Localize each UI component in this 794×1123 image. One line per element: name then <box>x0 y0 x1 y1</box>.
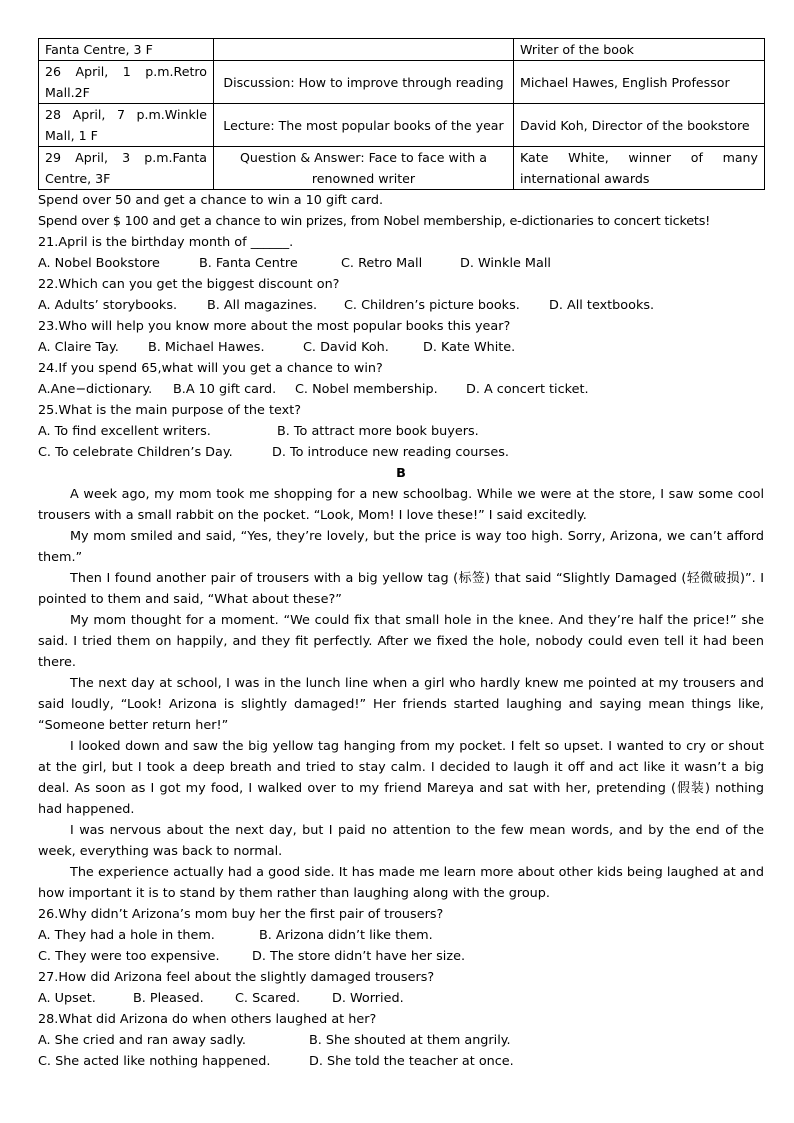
passage-paragraph: I was nervous about the next day, but I paid no attention to the few mean words, and by the end of the week, everything was back to normal. <box>38 823 764 859</box>
exam-page <box>38 38 764 1072</box>
option-b: B. She shouted at them angrily. <box>309 1033 511 1048</box>
options-row <box>38 1030 764 1051</box>
options-row <box>38 925 764 946</box>
option-a: A. To find excellent writers. <box>38 424 211 439</box>
option-a: A. Claire Tay. <box>38 340 119 355</box>
passage-paragraph: The next day at school, I was in the lunch line when a girl who hardly knew me pointed at my trousers and said loudly, “Look! Arizona is slightly damaged!” Her friends started laughing and saying mean things like, “Someone better return her!” <box>38 676 764 733</box>
option-b: B. Arizona didn’t like them. <box>259 928 433 943</box>
question-27 <box>38 967 764 1009</box>
question-stem: 28.What did Arizona do when others laughed at her? <box>38 1012 377 1027</box>
option-c: C. Retro Mall <box>341 256 423 271</box>
passage-paragraph: My mom thought for a moment. “We could fix that small hole in the knee. And they’re half the price!” she said. I tried them on happily, and they fit perfectly. After we fixed the hole, nobody could even tell it had been there. <box>38 613 764 670</box>
time-place-cell: 26 April, 1 p.m.Retro Mall.2F <box>39 61 214 104</box>
question-24 <box>38 358 764 400</box>
passage-paragraph: Then I found another pair of trousers with a big yellow tag (标签) that said “Slightly Damaged (轻微破损)”. I pointed to them and said, “What about these?” <box>38 571 764 607</box>
event-cell <box>214 39 514 61</box>
speaker-cell: Writer of the book <box>514 39 765 61</box>
option-c: C. Children’s picture books. <box>344 298 520 313</box>
question-22 <box>38 274 764 316</box>
passage-paragraph: The experience actually had a good side. It has made me learn more about other kids being laughed at and how important it is to stand by them rather than laughing along with the group. <box>38 865 764 901</box>
speaker-cell: Michael Hawes, English Professor <box>514 61 765 104</box>
time-place-cell: 29 April, 3 p.m.Fanta Centre, 3F <box>39 147 214 190</box>
option-b: B. To attract more book buyers. <box>277 424 479 439</box>
option-c: C. David Koh. <box>303 340 389 355</box>
reading-passage <box>38 484 764 904</box>
question-28 <box>38 1009 764 1072</box>
option-c: C. They were too expensive. <box>38 949 220 964</box>
events-table <box>38 38 765 190</box>
options-row <box>38 442 764 463</box>
question-23 <box>38 316 764 358</box>
option-d: D. Winkle Mall <box>460 256 551 271</box>
question-26 <box>38 904 764 967</box>
passage-paragraph: A week ago, my mom took me shopping for a new schoolbag. While we were at the store, I saw some cool trousers with a small rabbit on the pocket. “Look, Mom! I love these!” I said excitedly. <box>38 487 764 523</box>
event-cell: Discussion: How to improve through reading <box>214 61 514 104</box>
option-d: D. To introduce new reading courses. <box>272 445 509 460</box>
options-row <box>38 1051 764 1072</box>
option-b: B. Michael Hawes. <box>148 340 265 355</box>
table-row <box>39 104 765 147</box>
question-stem: 27.How did Arizona feel about the slightly damaged trousers? <box>38 970 435 985</box>
speaker-cell: David Koh, Director of the bookstore <box>514 104 765 147</box>
time-place-cell: Fanta Centre, 3 F <box>39 39 214 61</box>
option-b: B. Fanta Centre <box>199 256 298 271</box>
question-stem: 24.If you spend 65,what will you get a chance to win? <box>38 361 383 376</box>
options-row <box>38 337 764 358</box>
option-c: C. Nobel membership. <box>295 382 438 397</box>
option-b: B. All magazines. <box>207 298 318 313</box>
option-d: D. Kate White. <box>423 340 516 355</box>
option-a: A. She cried and ran away sadly. <box>38 1033 246 1048</box>
options-row <box>38 379 764 400</box>
event-cell: Lecture: The most popular books of the year <box>214 104 514 147</box>
speaker-cell: Kate White, winner of many international awards <box>514 147 765 190</box>
passage-paragraph: I looked down and saw the big yellow tag hanging from my pocket. I felt so upset. I wanted to cry or shout at the girl, but I took a deep breath and tried to stay calm. I decided to laugh it off and act like it wasn’t a big deal. As soon as I got my food, I walked over to my friend Mareya and sat with her, pretending (假装) nothing had happened. <box>38 739 764 817</box>
option-b: B. Pleased. <box>133 991 204 1006</box>
question-25 <box>38 400 764 463</box>
option-d: D. The store didn’t have her size. <box>252 949 466 964</box>
option-d: D. All textbooks. <box>549 298 655 313</box>
options-row <box>38 253 764 274</box>
option-a: A. Nobel Bookstore <box>38 256 160 271</box>
time-place-cell: 28 April, 7 p.m.Winkle Mall, 1 F <box>39 104 214 147</box>
table-row <box>39 61 765 104</box>
question-stem: 22.Which can you get the biggest discount on? <box>38 277 340 292</box>
passage-paragraph: My mom smiled and said, “Yes, they’re lovely, but the price is way too high. Sorry, Arizona, we can’t afford them.” <box>38 529 764 565</box>
options-row <box>38 988 764 1009</box>
option-d: D. She told the teacher at once. <box>309 1054 514 1069</box>
option-b: B.A 10 gift card. <box>173 382 277 397</box>
table-row <box>39 39 765 61</box>
options-row <box>38 421 764 442</box>
question-21 <box>38 232 764 274</box>
offer-line: Spend over $ 100 and get a chance to win prizes, from Nobel membership, e-dictionaries to concert tickets! <box>38 214 711 229</box>
table-row <box>39 147 765 190</box>
option-a: A.Ane−dictionary. <box>38 382 153 397</box>
option-a: A. Upset. <box>38 991 96 1006</box>
options-row <box>38 946 764 967</box>
option-d: D. A concert ticket. <box>466 382 589 397</box>
option-c: C. Scared. <box>235 991 301 1006</box>
section-heading: B <box>396 466 406 481</box>
option-a: A. Adults’ storybooks. <box>38 298 178 313</box>
options-row <box>38 295 764 316</box>
event-cell: Question & Answer: Face to face with a renowned writer <box>214 147 514 190</box>
question-stem: 21.April is the birthday month of ______. <box>38 235 294 250</box>
option-a: A. They had a hole in them. <box>38 928 215 943</box>
question-stem: 26.Why didn’t Arizona’s mom buy her the first pair of trousers? <box>38 907 444 922</box>
option-d: D. Worried. <box>332 991 404 1006</box>
option-c: C. She acted like nothing happened. <box>38 1054 271 1069</box>
question-stem: 23.Who will help you know more about the most popular books this year? <box>38 319 511 334</box>
offers <box>38 190 764 232</box>
question-stem: 25.What is the main purpose of the text? <box>38 403 302 418</box>
option-c: C. To celebrate Children’s Day. <box>38 445 233 460</box>
offer-line: Spend over 50 and get a chance to win a 10 gift card. <box>38 193 384 208</box>
